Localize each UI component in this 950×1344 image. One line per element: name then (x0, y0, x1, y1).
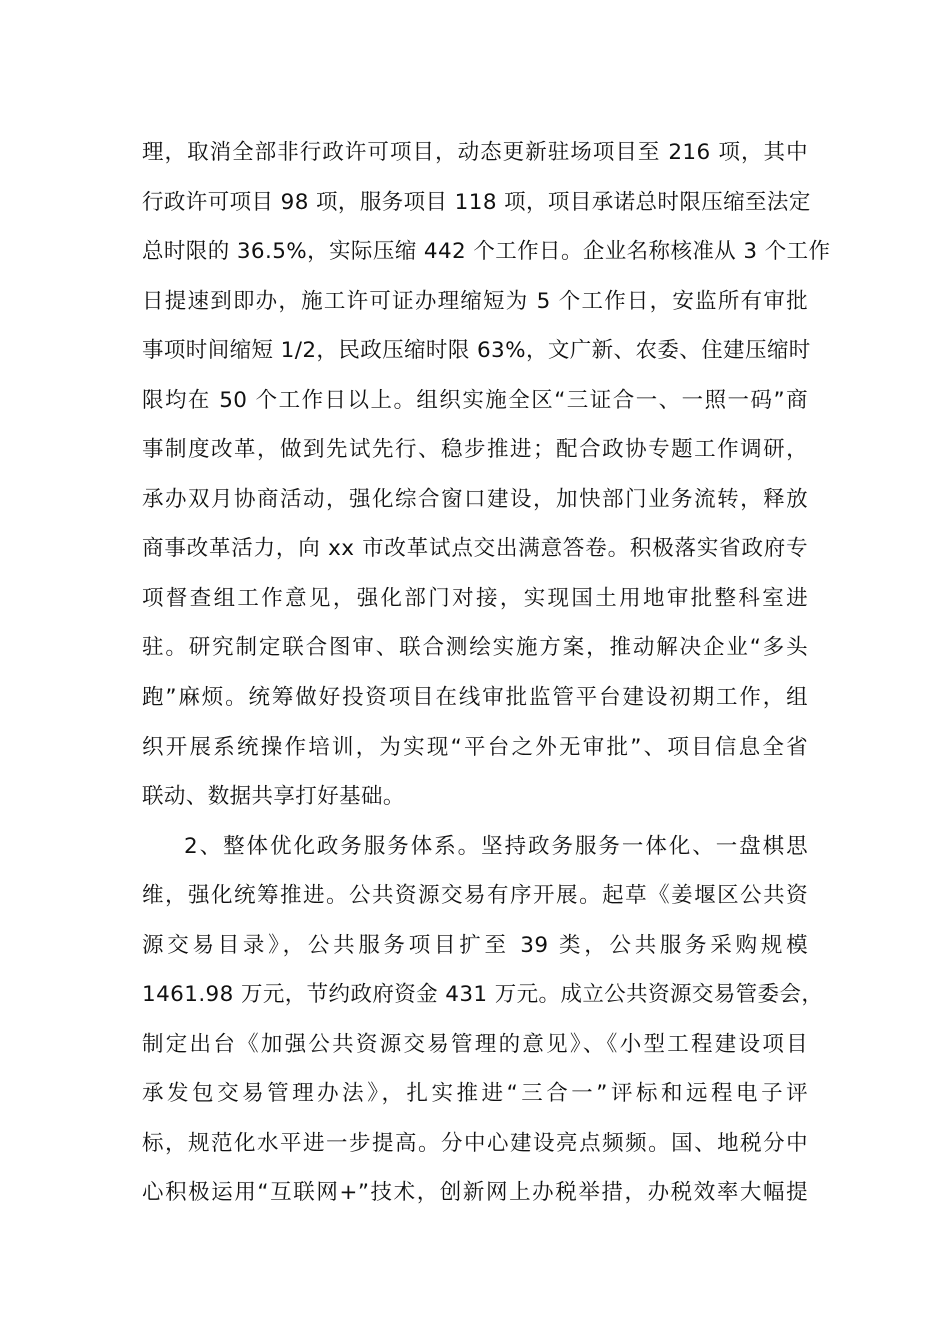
text-line: 联动、数据共享打好基础。 (142, 784, 405, 810)
text-line: 织开展系统操作培训，为实现“平台之外无审批”、项目信息全省 (142, 734, 808, 760)
text-line: 标，规范化水平进一步提高。分中心建设亮点频频。国、地税分中 (142, 1130, 808, 1156)
text-line: 心积极运用“互联网+”技术，创新网上办税举措，办税效率大幅提 (142, 1180, 808, 1206)
text-line: 1461.98 万元，节约政府资金 431 万元。成立公共资源交易管委会， (142, 982, 824, 1008)
text-line: 理，取消全部非行政许可项目，动态更新驻场项目至 216 项，其中 (142, 140, 808, 165)
text-line: 跑”麻烦。统筹做好投资项目在线审批监管平台建设初期工作，组 (142, 685, 808, 711)
text-line: 源交易目录》，公共服务项目扩至 39 类，公共服务采购规模 (142, 932, 808, 958)
text-line: 商事改革活力，向 xx 市改革试点交出满意答卷。积极落实省政府专 (142, 536, 808, 562)
text-line: 行政许可项目 98 项，服务项目 118 项，项目承诺总时限压缩至法定 (142, 189, 811, 215)
text-line: 承发包交易管理办法》，扎实推进“三合一”评标和远程电子评 (142, 1081, 808, 1107)
text-line: 事制度改革，做到先试先行、稳步推进；配合政协专题工作调研， (142, 437, 808, 463)
text-line: 维，强化统筹推进。公共资源交易有序开展。起草《姜堰区公共资 (142, 883, 808, 909)
text-line: 限均在 50 个工作日以上。组织实施全区“三证合一、一照一码”商 (142, 387, 808, 413)
text-line: 日提速到即办，施工许可证办理缩短为 5 个工作日，安监所有审批 (142, 288, 808, 314)
text-line: 项督查组工作意见，强化部门对接，实现国土用地审批整科室进 (142, 585, 808, 611)
text-line: 承办双月协商活动，强化综合窗口建设，加快部门业务流转，释放 (142, 486, 808, 512)
text-line: 2、整体优化政务服务体系。坚持政务服务一体化、一盘棋思 (184, 833, 808, 859)
text-line: 驻。研究制定联合图审、联合测绘实施方案，推动解决企业“多头 (142, 635, 808, 661)
text-line: 制定出台《加强公共资源交易管理的意见》、《小型工程建设项目 (142, 1031, 808, 1057)
text-line: 事项时间缩短 1/2，民政压缩时限 63%，文广新、农委、住建压缩时 (142, 338, 811, 364)
text-line: 总时限的 36.5%，实际压缩 442 个工作日。企业名称核准从 3 个工作 (142, 239, 831, 265)
document-body (142, 128, 831, 1218)
